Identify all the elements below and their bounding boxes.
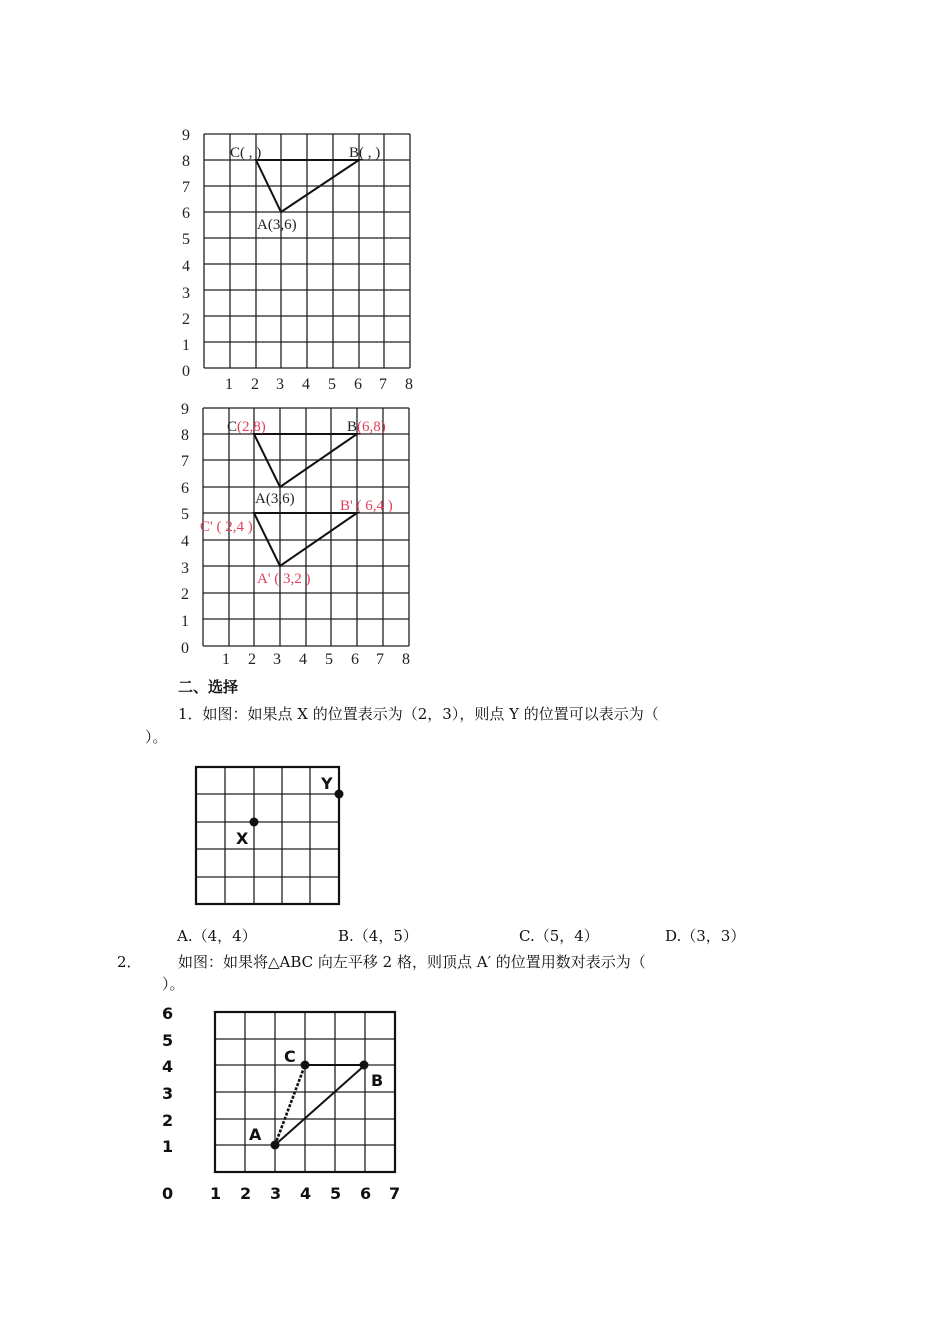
x-tick: 0 bbox=[162, 1184, 174, 1203]
y-tick: 3 bbox=[162, 1084, 174, 1103]
q2-y-ticks bbox=[162, 1004, 173, 1156]
y-tick: 1 bbox=[181, 613, 189, 630]
segment-ab bbox=[275, 1065, 365, 1145]
y-tick: 5 bbox=[181, 506, 189, 523]
y-tick: 1 bbox=[162, 1137, 174, 1156]
y-tick: 4 bbox=[162, 1057, 174, 1076]
y-tick: 0 bbox=[182, 363, 190, 380]
x-tick: 7 bbox=[376, 651, 384, 668]
y-tick: 9 bbox=[181, 401, 189, 418]
x-tick: 7 bbox=[389, 1184, 401, 1203]
x-tick: 5 bbox=[328, 376, 336, 393]
q2-text-line2: ）。 bbox=[162, 975, 185, 993]
x-tick: 6 bbox=[351, 651, 359, 668]
y-tick: 8 bbox=[182, 153, 190, 170]
y-tick: 6 bbox=[182, 205, 190, 222]
label-c-prime: C' ( 2,4 ) bbox=[200, 519, 253, 535]
label-c: C(2,8) bbox=[227, 419, 266, 435]
x-tick: 3 bbox=[273, 651, 281, 668]
x-tick: 1 bbox=[210, 1184, 222, 1203]
q2-text-line1: 如图：如果将△ABC 向左平移 2 格，则顶点 A′ 的位置用数对表示为（ bbox=[178, 953, 646, 971]
y-tick: 8 bbox=[181, 427, 189, 444]
q1-option-d[interactable]: D.（3，3） bbox=[665, 927, 746, 945]
x-tick: 5 bbox=[330, 1184, 342, 1203]
x-tick: 4 bbox=[299, 651, 307, 668]
q1-option-c[interactable]: C.（5，4） bbox=[519, 927, 599, 945]
point-c bbox=[301, 1061, 310, 1070]
label-b-prime: B' ( 6,4 ) bbox=[340, 498, 393, 514]
y-tick: 7 bbox=[181, 453, 189, 470]
y-tick: 9 bbox=[182, 127, 190, 144]
q2-x-ticks bbox=[162, 1184, 400, 1203]
y-tick: 2 bbox=[181, 586, 189, 603]
y-tick: 3 bbox=[181, 560, 189, 577]
x-tick: 3 bbox=[270, 1184, 282, 1203]
x-tick: 4 bbox=[302, 376, 310, 393]
x-tick: 4 bbox=[300, 1184, 312, 1203]
label-b: B(6,8) bbox=[347, 419, 386, 435]
y-tick: 7 bbox=[182, 179, 190, 196]
q1-option-b[interactable]: B.（4，5） bbox=[338, 927, 418, 945]
q1-text-line1: 1．如图：如果点 X 的位置表示为（2，3），则点 Y 的位置可以表示为（ bbox=[178, 705, 659, 723]
y-tick: 3 bbox=[182, 285, 190, 302]
q2-grid-lines bbox=[215, 1012, 395, 1172]
x-tick: 8 bbox=[402, 651, 410, 668]
y-tick: 2 bbox=[182, 311, 190, 328]
section-title: 二、选择 bbox=[178, 678, 239, 696]
y-tick: 4 bbox=[181, 533, 189, 550]
y-tick: 5 bbox=[162, 1031, 174, 1050]
y-tick: 0 bbox=[181, 640, 189, 657]
label-b: B bbox=[371, 1071, 384, 1090]
point-y-label: Y bbox=[321, 774, 333, 793]
label-c: C bbox=[284, 1047, 296, 1066]
label-a: A(3,6) bbox=[255, 491, 295, 507]
x-tick: 2 bbox=[240, 1184, 252, 1203]
x-tick: 6 bbox=[354, 376, 362, 393]
x-tick: 7 bbox=[379, 376, 387, 393]
y-tick: 2 bbox=[162, 1111, 174, 1130]
y-tick: 4 bbox=[182, 258, 190, 275]
point-x-label: X bbox=[236, 829, 249, 848]
x-tick: 6 bbox=[360, 1184, 372, 1203]
x-tick: 5 bbox=[325, 651, 333, 668]
y-tick: 6 bbox=[181, 480, 189, 497]
q2-number: 2． bbox=[117, 953, 142, 971]
point-b bbox=[360, 1061, 369, 1070]
x-tick: 8 bbox=[405, 376, 413, 393]
point-a bbox=[271, 1141, 280, 1150]
x-tick: 1 bbox=[222, 651, 230, 668]
x-tick: 3 bbox=[276, 376, 284, 393]
label-b: B( , ) bbox=[349, 145, 381, 161]
x-tick: 1 bbox=[225, 376, 233, 393]
y-tick: 5 bbox=[182, 231, 190, 248]
y-tick: 6 bbox=[162, 1004, 174, 1023]
y-tick: 1 bbox=[182, 337, 190, 354]
x-tick: 2 bbox=[251, 376, 259, 393]
q1-option-a[interactable]: A.（4，4） bbox=[177, 927, 257, 945]
label-a-prime: A' ( 3,2 ) bbox=[257, 571, 311, 587]
label-a: A(3,6) bbox=[257, 217, 297, 233]
label-c: C( , ) bbox=[230, 145, 262, 161]
q1-text-line2: ）。 bbox=[145, 728, 168, 746]
label-a: A bbox=[249, 1125, 262, 1144]
x-tick: 2 bbox=[248, 651, 256, 668]
